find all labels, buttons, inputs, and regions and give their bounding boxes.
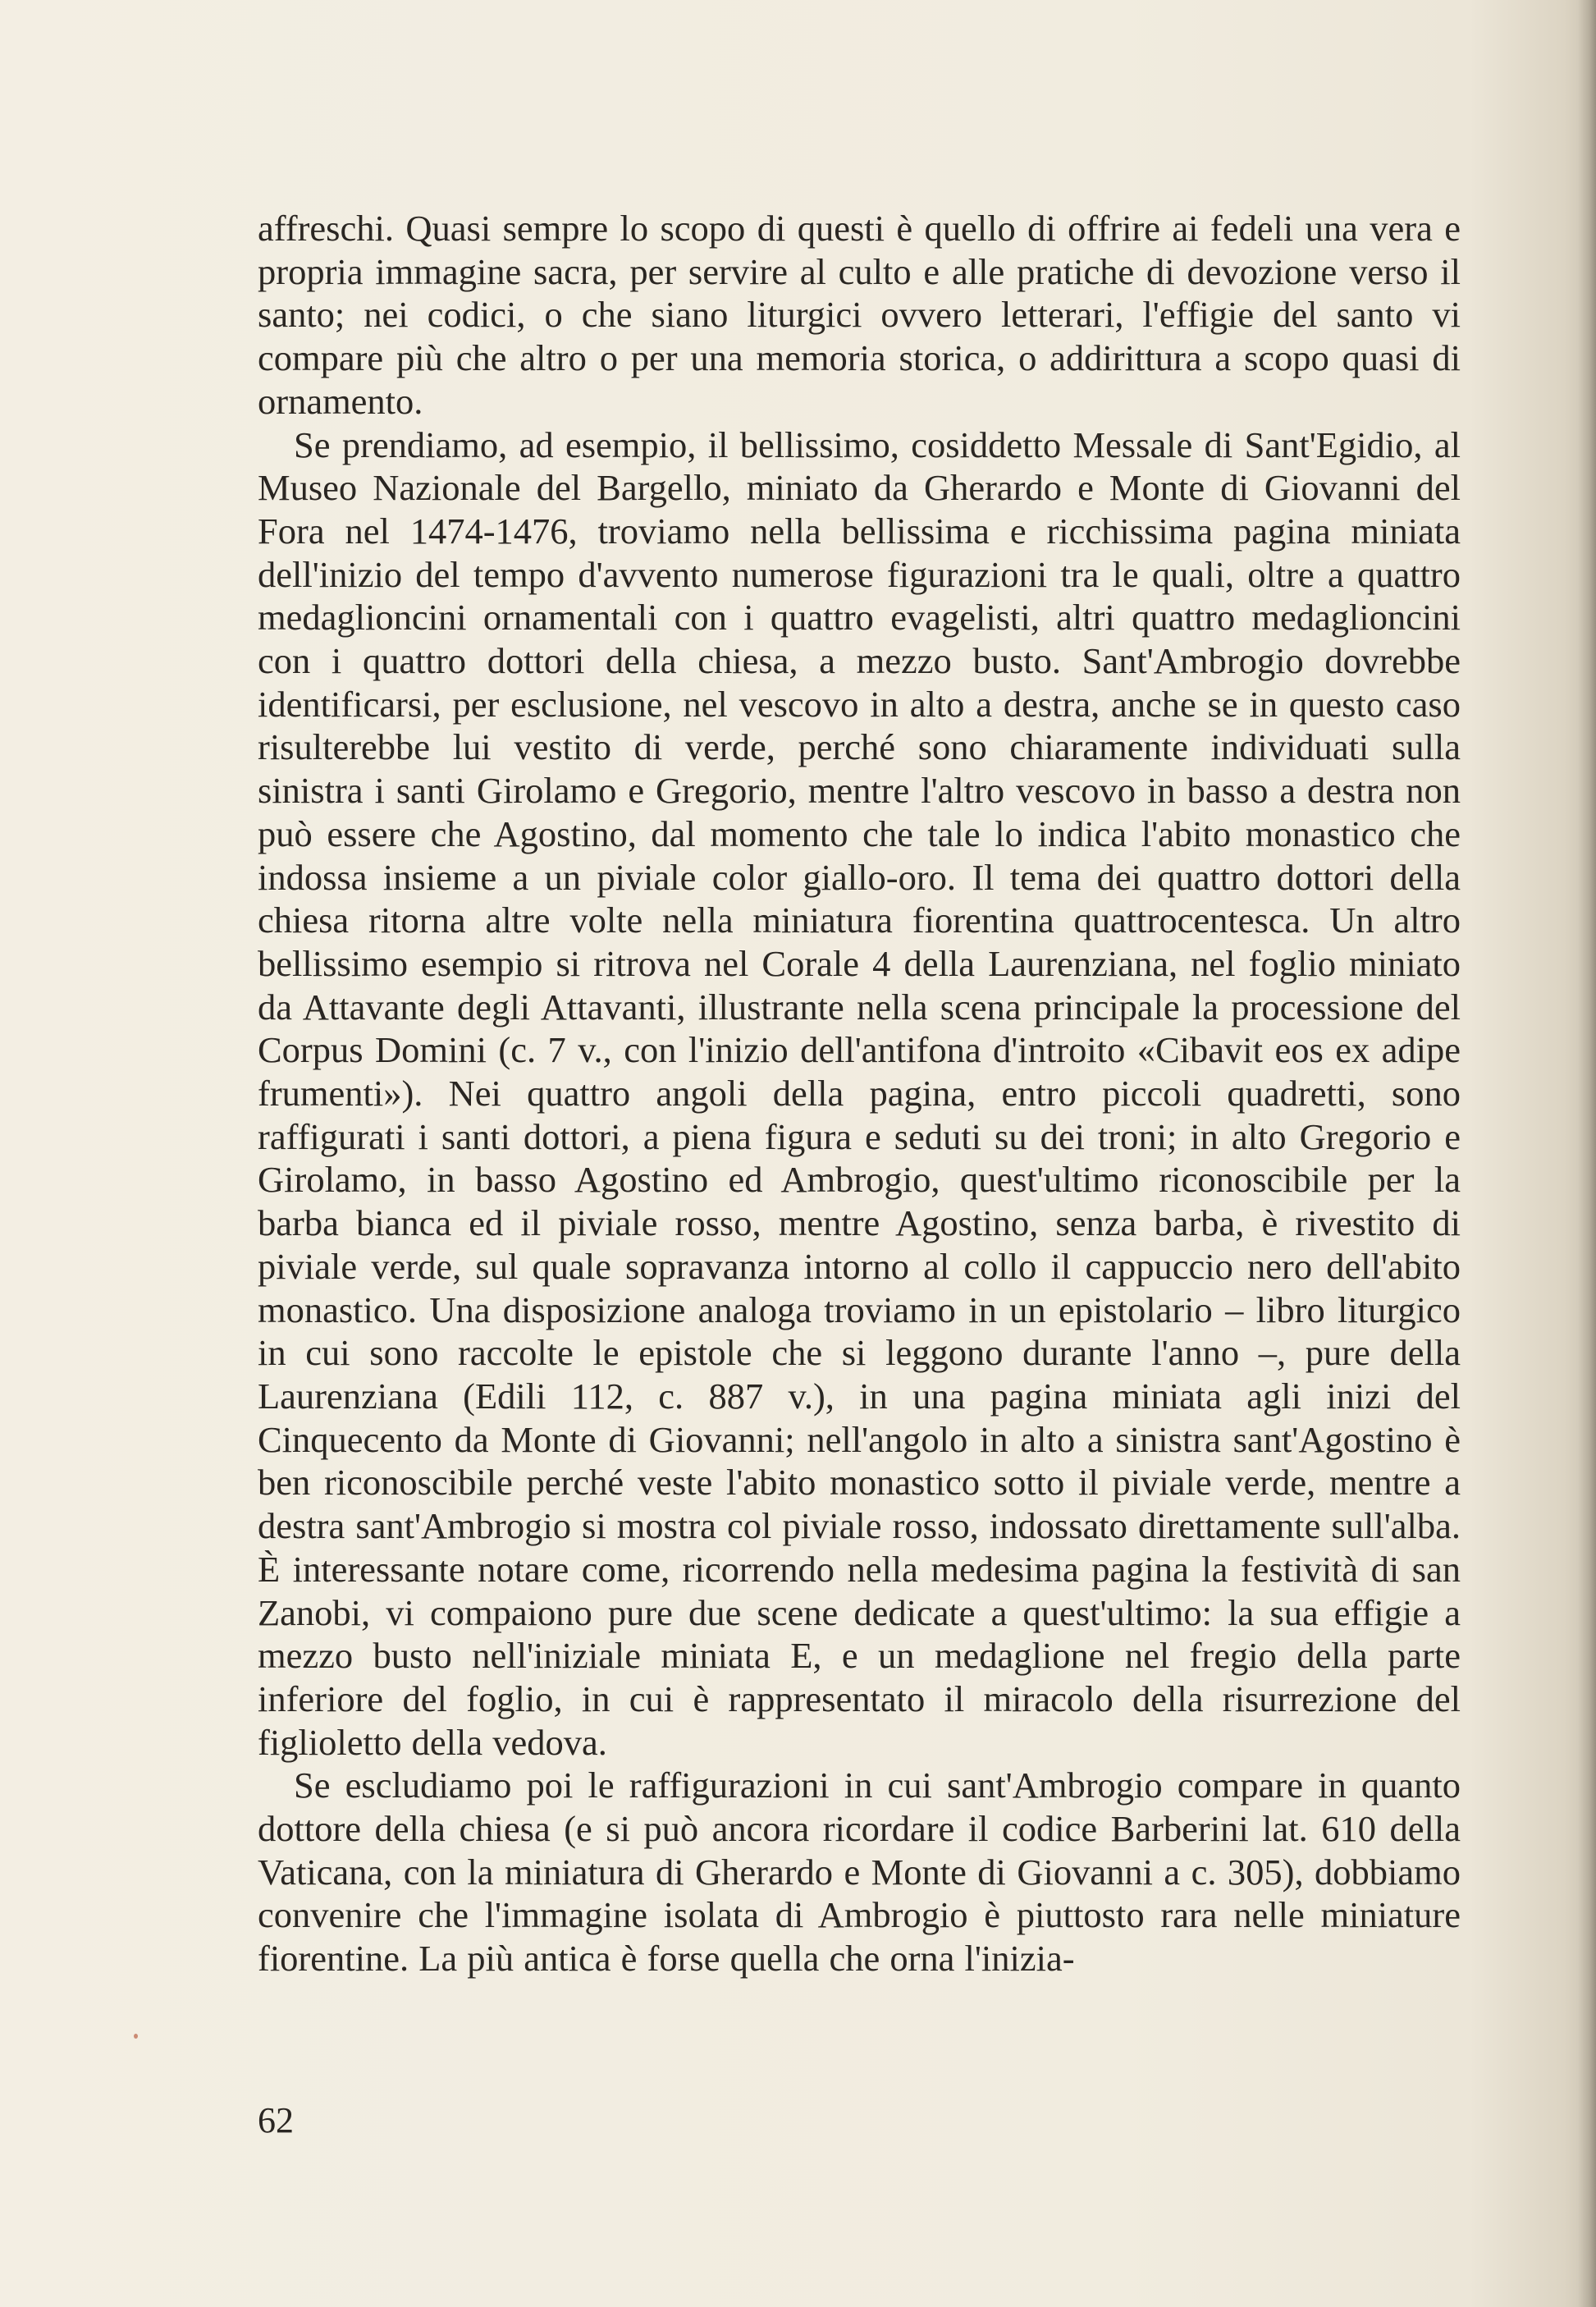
page-number: 62 [258,2100,294,2140]
page-gutter-shadow [1578,0,1596,2307]
paragraph-2: Se prendiamo, ad esempio, il bellissimo, cosiddetto Messale di Sant'Egidio, al Museo Nazionale del Bargello, miniato da Gherardo e Monte di Giovanni del Fora nel 1474-1476, troviamo nella bellissima e ricchissima pagina miniata dell'inizio del tempo d'avvento numerose figurazioni tra le quali, oltre a quattro medaglioncini ornamentali con i quattro evagelisti, altri quattro medaglioncini con i quattro dottori della chiesa, a mezzo busto. Sant'Ambrogio dovrebbe identificarsi, per esclusione, nel vescovo in alto a destra, anche se in questo caso risulterebbe lui vestito di verde, perché sono chiaramente individuati sulla sinistra i santi Girolamo e Gregorio, mentre l'altro vescovo in basso a destra non può essere che Agostino, dal momento che tale lo indica l'abito monastico che indossa insieme a un piviale color giallo-oro. Il tema dei quattro dottori della chiesa ritorna altre volte nella miniatura fiorentina quattrocentesca. Un altro bellissimo esempio si ritrova nel Corale 4 della Laurenziana, nel foglio miniato da Attavante degli Attavanti, illustrante nella scena principale la processione del Corpus Domini (c. 7 v., con l'inizio dell'antifona d'introito «Cibavit eos ex adipe frumenti»). Nei quattro angoli della pagina, entro piccoli quadretti, sono raffigurati i santi dottori, a piena figura e seduti su dei troni; in alto Gregorio e Girolamo, in basso Agostino ed Ambrogio, quest'ultimo riconoscibile per la barba bianca ed il piviale rosso, mentre Agostino, senza barba, è rivestito di piviale verde, sul quale sopravanza intorno al collo il cappuccio nero dell'abito monastico. Una disposizione analoga troviamo in un epistolario – libro liturgico in cui sono raccolte le epistole che si leggono durante l'anno –, pure della Laurenziana (Edili 112, c. 887 v.), in una pagina miniata agli inizi del Cinquecento da Monte di Giovanni; nell'angolo in alto a sinistra sant'Agostino è ben riconoscibile perché veste l'abito monastico sotto il piviale verde, mentre a destra sant'Ambrogio si mostra col piviale rosso, indossato direttamente sull'alba. È interessante notare come, ricorrendo nella medesima pagina la festività di san Zanobi, vi compaiono pure due scene dedicate a quest'ultimo: la sua effigie a mezzo busto nell'iniziale miniata E, e un medaglione nel fregio della parte inferiore del foglio, in cui è rappresentato il miracolo della risurrezione del figlioletto della vedova. [258,423,1461,1763]
paragraph-3: Se escludiamo poi le raffigurazioni in cui sant'Ambrogio compare in quanto dottore della chiesa (e si può ancora ricordare il codice Barberini lat. 610 della Vaticana, con la miniatura di Gherardo e Monte di Giovanni a c. 305), dobbiamo convenire che l'immagine isolata di Ambrogio è piuttosto rara nelle miniature fiorentine. La più antica è forse quella che orna l'inizia- [258,1765,1461,1980]
paper-speck [134,2034,138,2039]
paragraph-1: affreschi. Quasi sempre lo scopo di questi è quello di offrire ai fedeli una vera e propria immagine sacra, per servire al culto e alle pratiche di devozione verso il santo; nei codici, o che siano liturgici ovvero letterari, l'effigie del santo vi compare più che altro o per una memoria storica, o addirittura a scopo quasi di ornamento. [258,208,1461,422]
body-text [258,207,1461,1980]
